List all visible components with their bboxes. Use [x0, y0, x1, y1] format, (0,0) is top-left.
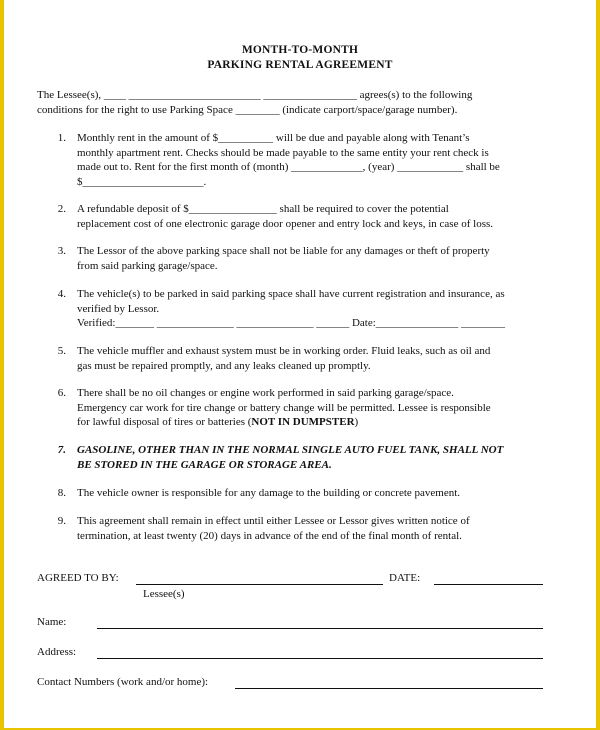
clause-number: 5. — [57, 345, 66, 357]
clause-9-line1: This agreement shall remain in effect until either Lessee or Lessor gives written notice of — [77, 515, 470, 527]
intro-line2: conditions for the right to use Parking Space ________ (indicate carport/space/garage number). — [37, 103, 458, 116]
clause-7-line2: BE STORED IN THE GARAGE OR STORAGE AREA. — [77, 458, 332, 471]
intro-line1: The Lessee(s), ____ ________________________ _________________ agrees(s) to the following — [37, 89, 473, 101]
contact-numbers-label: Contact Numbers (work and/or home): — [37, 676, 209, 688]
clause-7-line1: GASOLINE, OTHER THAN IN THE NORMAL SINGLE AUTO FUEL TANK, SHALL NOT — [77, 444, 504, 456]
clause-5-line1: The vehicle muffler and exhaust system must be in working order. Fluid leaks, such as oil and — [77, 345, 491, 357]
address-label: Address: — [37, 646, 77, 658]
name-label: Name: — [37, 616, 67, 628]
clause-5-line2: gas must be repaired promptly, and any leaks cleaned up promptly. — [77, 359, 371, 372]
clause-number: 3. — [57, 245, 66, 257]
clause-number: 4. — [57, 288, 66, 300]
clause-1-line2: monthly apartment rent. Checks should be made payable to the same entity your rent check is — [77, 146, 489, 159]
document-title-line2: PARKING RENTAL AGREEMENT — [207, 59, 393, 71]
clause-8-line1: The vehicle owner is responsible for any damage to the building or concrete pavement. — [77, 487, 461, 499]
clause-1-line3: made out to. Rent for the first month of (month) _____________, (year) ____________ shall be — [77, 161, 500, 174]
clause-6-close-paren: ) — [354, 416, 359, 429]
clause-number: 1. — [57, 132, 66, 144]
clause-number: 8. — [57, 487, 66, 499]
clause-number: 7. — [57, 444, 66, 456]
clause-2-line1: A refundable deposit of $________________ shall be required to cover the potential — [77, 203, 449, 215]
document-page — [4, 0, 596, 728]
document-title-line1: MONTH-TO-MONTH — [241, 44, 359, 56]
clause-6-line3-text: for lawful disposal of tires or batteries ( — [77, 416, 252, 429]
address-field-line[interactable] — [97, 658, 543, 659]
clause-number: 2. — [57, 203, 66, 215]
clause-2-line2: replacement cost of one electronic garage door opener and entry lock and keys, in case of loss. — [77, 217, 494, 230]
clause-4-line2: verified by Lessor. — [77, 302, 160, 315]
clause-1-line1: Monthly rent in the amount of $__________ will be due and payable along with Tenant’s — [77, 132, 470, 144]
clause-6-line1: There shall be no oil changes or engine work performed in said parking garage/space. — [77, 387, 454, 399]
contact-numbers-field-line[interactable] — [235, 688, 543, 689]
clause-number: 6. — [57, 387, 66, 399]
clause-4-line1: The vehicle(s) to be parked in said parking space shall have current registration and insurance, as — [77, 288, 505, 300]
date-signature-line[interactable] — [434, 584, 543, 585]
clause-1-line4: $______________________. — [77, 175, 207, 188]
clause-9-line2: termination, at least twenty (20) days in advance of the end of the final month of rental. — [77, 529, 462, 542]
agreed-to-by-label: AGREED TO BY: — [37, 572, 119, 584]
clause-3-line1: The Lessor of the above parking space shall not be liable for any damages or theft of property — [77, 245, 490, 257]
not-in-dumpster-emphasis: NOT IN DUMPSTER — [251, 416, 355, 429]
date-label: DATE: — [389, 572, 421, 584]
clause-number: 9. — [57, 515, 66, 527]
lessee-signature-line[interactable] — [136, 584, 383, 585]
name-field-line[interactable] — [97, 628, 543, 629]
clause-4-verified-line: Verified:_______ ______________ ______________ ______ Date:_______________ ________ — [77, 317, 506, 330]
clause-6-line3 — [77, 415, 358, 430]
clause-6-line2: Emergency car work for tire change or battery change will be permitted. Lessee is responsible — [77, 401, 491, 414]
clause-3-line2: from said parking garage/space. — [77, 259, 218, 272]
lessee-caption: Lessee(s) — [143, 588, 185, 600]
